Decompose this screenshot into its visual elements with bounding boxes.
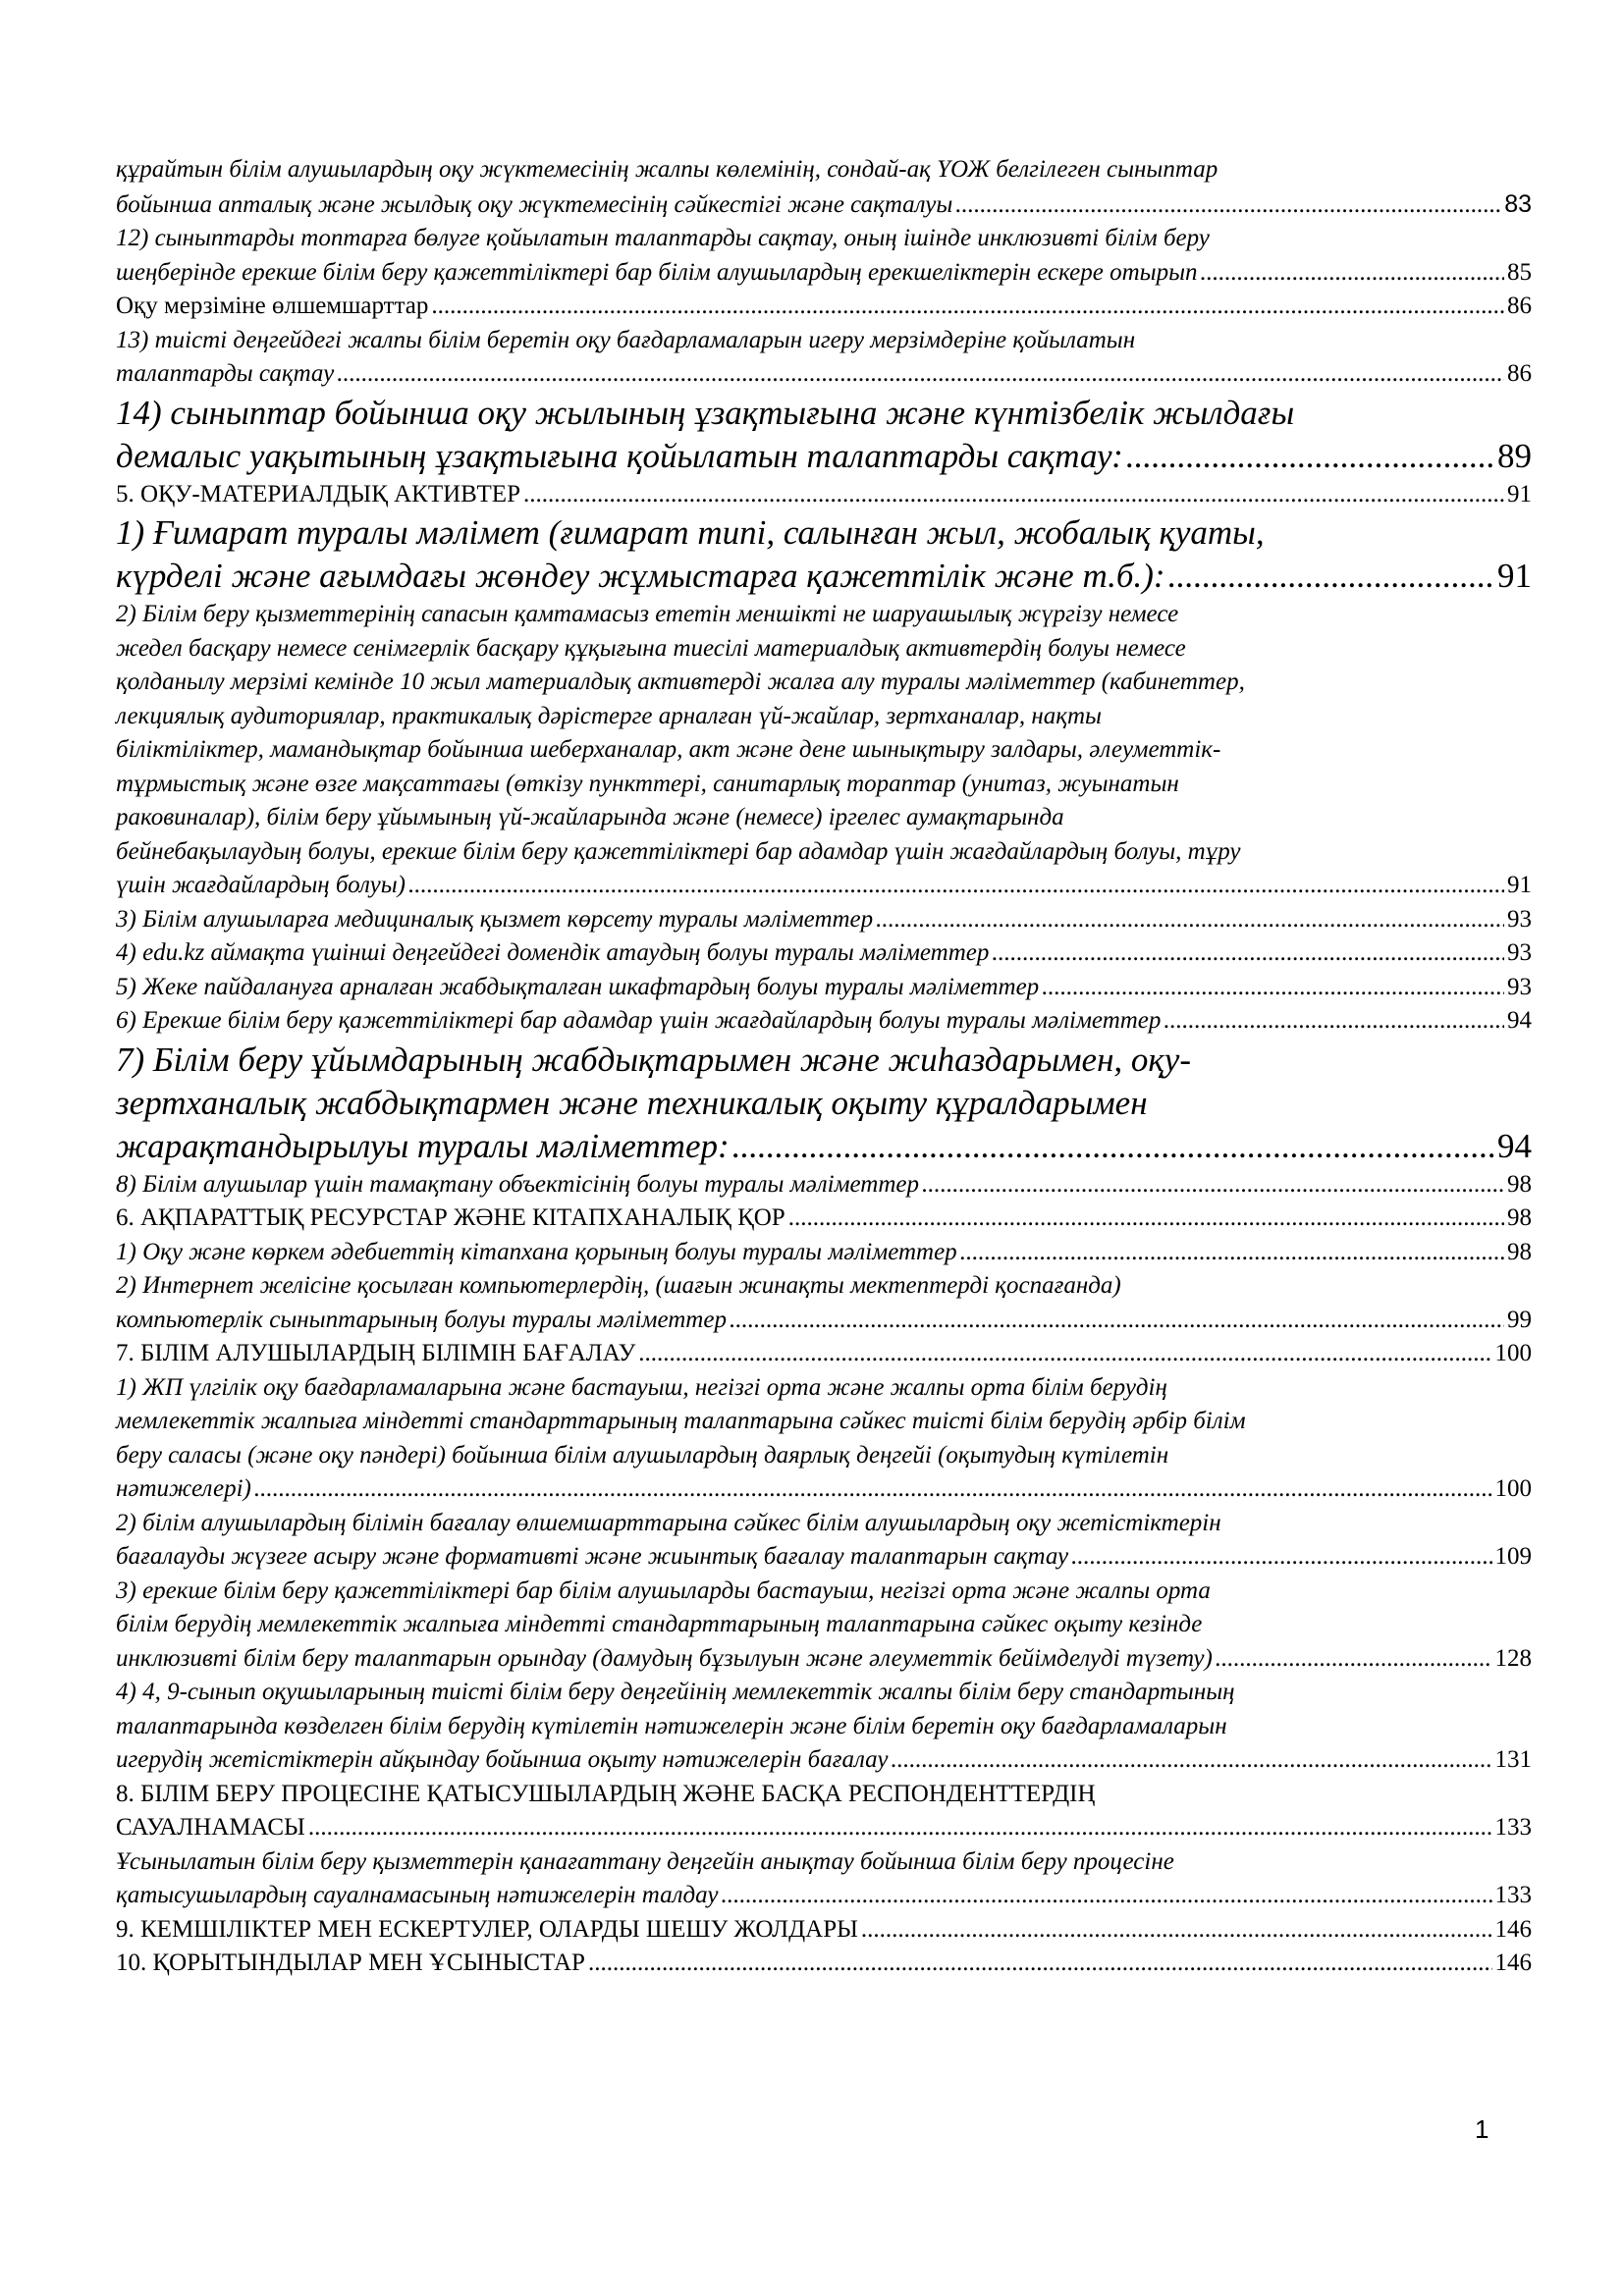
toc-entry[interactable] xyxy=(116,511,1532,598)
toc-entry-text: 5) Жеке пайдалануға арналған жабдықталған шкафтардың болуы туралы мәліметтер xyxy=(116,973,1040,1000)
toc-entry-text: Оқу мерзіміне өлшемшарттар xyxy=(116,293,429,319)
toc-entry-text: компьютерлік сыныптарының болуы туралы мәліметтер xyxy=(116,1306,727,1333)
toc-entry[interactable] xyxy=(116,598,1532,903)
toc-entry-text: мемлекеттік жалпыға міндетті стандарттарының талаптарына сәйкес тиісті білім берудің әрбір білім xyxy=(116,1408,1246,1434)
toc-entry[interactable] xyxy=(116,222,1532,290)
toc-leader-dots xyxy=(1042,971,1504,1005)
toc-entry[interactable] xyxy=(116,1337,1532,1371)
toc-entry-text: жарақтандырылуы туралы мәліметтер: xyxy=(116,1126,730,1165)
toc-entry-text: лекциялық аудиториялар, практикалық дәрістерге арналған үй-жайлар, зертханалар, нақты xyxy=(116,702,1102,729)
toc-entry[interactable] xyxy=(116,1269,1532,1337)
toc-entry-text: біліктіліктер, мамандықтар бойынша шеберханалар, акт және дене шынықтыру залдары, әлеуметтік- xyxy=(116,736,1221,763)
toc-entry-text: 6. АҚПАРАТТЫҚ РЕСУРСТАР ЖӘНЕ КІТАПХАНАЛЫҚ ҚОР xyxy=(116,1204,785,1231)
toc-entry-text: 2) Интернет желісіне қосылған компьютерлердің, (шағын жинақты мектептерді қоспағанда) xyxy=(116,1272,1121,1299)
toc-entry-text: 2) Білім беру қызметтерінің сапасын қамтамасыз ететін меншікті не шаруашылық жүргізу немесе xyxy=(116,601,1179,627)
toc-entry-text: 7. БІЛІМ АЛУШЫЛАРДЫҢ БІЛІМІН БАҒАЛАУ xyxy=(116,1340,636,1366)
toc-entry[interactable] xyxy=(116,1778,1532,1845)
toc-entry[interactable] xyxy=(116,478,1532,512)
toc-entry[interactable] xyxy=(116,1507,1532,1575)
toc-leader-dots xyxy=(1168,555,1494,598)
toc-entry-text: инклюзивті білім беру талаптарын орындау (дамудың бұзылуын және әлеуметтік бейімделуді түзету) xyxy=(116,1644,1213,1672)
toc-entry-text: бағалауды жүзеге асыру және формативті және жиынтық бағалау талаптарын сақтау xyxy=(116,1543,1069,1570)
toc-leader-dots xyxy=(588,1947,1492,1981)
toc-entry[interactable] xyxy=(116,1039,1532,1168)
toc-leader-dots xyxy=(337,357,1504,392)
toc-page-number: 133 xyxy=(1494,1814,1532,1841)
toc-leader-dots xyxy=(523,478,1504,512)
toc-entry-text: 6) Ерекше білім беру қажеттіліктері бар адамдар үшін жағдайлардың болуы туралы мәліметтер xyxy=(116,1007,1162,1034)
toc-leader-dots xyxy=(1164,1004,1504,1039)
toc-entry-text: зертханалық жабдықтармен және техникалық оқыту құралдарымен xyxy=(116,1083,1148,1122)
toc-leader-dots xyxy=(1216,1642,1492,1677)
toc-leader-dots xyxy=(1126,435,1494,478)
toc-leader-dots xyxy=(861,1913,1492,1948)
toc-entry-text: қатысушылардың сауалнамасының нәтижелерін талдау xyxy=(116,1882,719,1908)
toc-leader-dots xyxy=(891,1743,1491,1778)
toc-entry[interactable] xyxy=(116,324,1532,392)
toc-entry-text: бойынша апталық және жылдық оқу жүктемесінің сәйкестігі және сақталуы xyxy=(116,190,953,218)
toc-leader-dots xyxy=(788,1201,1504,1236)
page-number: 1 xyxy=(1475,2114,1489,2144)
toc-entry[interactable] xyxy=(116,1947,1532,1981)
toc-entry[interactable] xyxy=(116,1168,1532,1202)
toc-page-number: 89 xyxy=(1497,436,1532,475)
toc-leader-dots xyxy=(876,903,1504,937)
toc-entry[interactable] xyxy=(116,153,1532,222)
toc-page-number: 91 xyxy=(1507,480,1532,507)
toc-entry-text: шеңберінде ерекше білім беру қажеттіліктері бар білім алушылардың ерекшеліктерін ескере отырып xyxy=(116,258,1198,286)
toc-entry-text: 5. ОҚУ-МАТЕРИАЛДЫҚ АКТИВТЕР xyxy=(116,480,520,507)
toc-page-number: 146 xyxy=(1494,1915,1532,1943)
toc-page-number: 100 xyxy=(1494,1340,1532,1366)
toc-entry-text: құрайтын білім алушылардың оқу жүктемесінің жалпы көлемінің, сондай-ақ ҮОЖ белгілеген сыныптар xyxy=(116,156,1218,183)
toc-leader-dots xyxy=(960,1236,1504,1270)
toc-entry-text: қолданылу мерзімі кемінде 10 жыл материалдық активтерді жалға алу туралы мәліметтер (кабинеттер, xyxy=(116,668,1245,695)
toc-entry-text: 3) ерекше білім беру қажеттіліктері бар білім алушыларды бастауыш, негізгі орта және жалпы орта xyxy=(116,1576,1211,1604)
toc-entry-text: 8. БІЛІМ БЕРУ ПРОЦЕСІНЕ ҚАТЫСУШЫЛАРДЫҢ ЖӘНЕ БАСҚА РЕСПОНДЕНТТЕРДІҢ xyxy=(116,1780,1096,1807)
toc-page-number: 86 xyxy=(1507,293,1532,319)
toc-page-number: 93 xyxy=(1507,905,1532,933)
toc-entry[interactable] xyxy=(116,392,1532,478)
toc-page-number: 91 xyxy=(1497,557,1532,595)
toc-page-number: 98 xyxy=(1507,1204,1532,1231)
toc-entry-text: бейнебақылаудың болуы, ерекше білім беру қажеттіліктері бар адамдар үшін жағдайлардың болуы, тұру xyxy=(116,837,1241,865)
toc-leader-dots xyxy=(730,1304,1504,1338)
toc-leader-dots xyxy=(721,1879,1491,1913)
toc-entry[interactable] xyxy=(116,1845,1532,1913)
toc-entry-text: талаптарында көзделген білім берудің күтілетін нәтижелерін және білім беретін оқу бағдарламаларын xyxy=(116,1712,1227,1739)
toc-entry[interactable] xyxy=(116,936,1532,971)
toc-leader-dots xyxy=(922,1168,1504,1202)
toc-page-number: 99 xyxy=(1507,1306,1532,1333)
toc-entry-text: 8) Білім алушылар үшін тамақтану объектісінің болуы туралы мәліметтер xyxy=(116,1170,920,1198)
toc-page-number: 86 xyxy=(1507,360,1532,387)
toc-page-number: 146 xyxy=(1494,1949,1532,1976)
toc-entry-text: 9. КЕМШІЛІКТЕР МЕН ЕСКЕРТУЛЕР, ОЛАРДЫ ШЕШУ ЖОЛДАРЫ xyxy=(116,1915,858,1943)
toc-leader-dots xyxy=(431,290,1504,324)
toc-entry-text: нәтижелері) xyxy=(116,1475,251,1502)
toc-entry-text: беру саласы (және оқу пәндері) бойынша білім алушылардың даярлық деңгейі (оқытудың күтілетін xyxy=(116,1441,1169,1468)
toc-page-number: 128 xyxy=(1494,1644,1532,1672)
toc-page-number: 133 xyxy=(1494,1882,1532,1908)
toc-leader-dots xyxy=(955,188,1501,223)
toc-page-number: 94 xyxy=(1497,1126,1532,1165)
table-of-contents xyxy=(116,153,1532,1981)
toc-page-number: 93 xyxy=(1507,973,1532,1000)
toc-entry-text: 4) edu.kz аймақта үшінші деңгейдегі домендік атаудың болуы туралы мәліметтер xyxy=(116,939,990,966)
toc-page-number: 91 xyxy=(1507,872,1532,898)
toc-entry-text: 4) 4, 9-сынып оқушыларының тиісті білім беру деңгейінің мемлекеттік жалпы білім беру стандартының xyxy=(116,1679,1235,1705)
toc-page-number: 100 xyxy=(1494,1475,1532,1502)
toc-page-number: 109 xyxy=(1494,1543,1532,1570)
toc-leader-dots xyxy=(992,936,1504,971)
toc-entry-text: демалыс уақытының ұзақтығына қойылатын талаптарды сақтау: xyxy=(116,436,1123,475)
toc-page-number: 98 xyxy=(1507,1170,1532,1198)
toc-page-number: 85 xyxy=(1507,258,1532,286)
toc-page-number: 131 xyxy=(1494,1746,1532,1773)
toc-entry-text: 1) ЖП үлгілік оқу бағдарламаларына және бастауыш, негізгі орта және жалпы орта білім берудің xyxy=(116,1373,1167,1401)
toc-page-number: 83 xyxy=(1504,189,1532,218)
toc-entry[interactable] xyxy=(116,1575,1532,1677)
toc-entry[interactable] xyxy=(116,1913,1532,1948)
toc-entry[interactable] xyxy=(116,903,1532,937)
toc-entry-text: 1) Оқу және көркем әдебиеттің кітапхана қорының болуы туралы мәліметтер xyxy=(116,1238,957,1265)
toc-page-number: 93 xyxy=(1507,939,1532,966)
toc-entry-text: Ұсынылатын білім беру қызметтерін қанағаттану деңгейін анықтау бойынша білім беру процесіне xyxy=(116,1847,1174,1875)
toc-leader-dots xyxy=(732,1125,1494,1168)
toc-entry-text: игерудің жетістіктерін айқындау бойынша оқыту нәтижелерін бағалау xyxy=(116,1746,889,1773)
toc-leader-dots xyxy=(638,1337,1491,1371)
toc-entry-text: тұрмыстық және өзге мақсаттағы (өткізу пункттері, санитарлық тораптар (унитаз, жуынатын xyxy=(116,770,1179,797)
toc-entry-text: 14) сыныптар бойынша оқу жылының ұзақтығына және күнтізбелік жылдағы xyxy=(116,393,1295,432)
toc-entry-text: 7) Білім беру ұйымдарының жабдықтарымен және жиһаздарымен, оқу- xyxy=(116,1040,1191,1079)
toc-leader-dots xyxy=(408,869,1504,903)
toc-entry-text: үшін жағдайлардың болуы) xyxy=(116,872,406,898)
toc-entry[interactable] xyxy=(116,290,1532,324)
toc-entry-text: талаптарды сақтау xyxy=(116,360,335,387)
toc-entry-text: күрделі және ағымдағы жөндеу жұмыстарға қажеттілік және т.б.): xyxy=(116,557,1165,595)
toc-entry-text: білім берудің мемлекеттік жалпыға міндетті стандарттарының талаптарына сәйкес оқыту кезінде xyxy=(116,1611,1203,1637)
toc-entry[interactable] xyxy=(116,971,1532,1005)
toc-leader-dots xyxy=(254,1472,1492,1507)
toc-entry-text: 12) сыныптарды топтарға бөлуге қойылатын талаптарды сақтау, оның ішінде инклюзивті білім беру xyxy=(116,225,1210,251)
toc-entry-text: 2) білім алушылардың білімін бағалау өлшемшарттарына сәйкес білім алушылардың оқу жетістіктерін xyxy=(116,1509,1221,1536)
toc-entry-text: жедел басқару немесе сенімгерлік басқару құқығына тиесілі материалдық активтердің болуы немесе xyxy=(116,634,1186,662)
toc-entry[interactable] xyxy=(116,1676,1532,1778)
toc-leader-dots xyxy=(308,1811,1492,1845)
toc-entry[interactable] xyxy=(116,1004,1532,1039)
toc-page-number: 94 xyxy=(1507,1007,1532,1034)
toc-entry-text: 1) Ғимарат туралы мәлімет (ғимарат типі, салынған жыл, жобалық қуаты, xyxy=(116,513,1265,552)
toc-leader-dots xyxy=(1071,1540,1491,1575)
toc-entry-text: 3) Білім алушыларға медициналық қызмет көрсету туралы мәліметтер xyxy=(116,905,874,933)
toc-leader-dots xyxy=(1201,256,1504,291)
toc-entry[interactable] xyxy=(116,1201,1532,1236)
toc-entry[interactable] xyxy=(116,1236,1532,1270)
toc-entry-text: раковиналар), білім беру ұйымының үй-жайларында және (немесе) іргелес аумақтарында xyxy=(116,804,1064,830)
toc-page-number: 98 xyxy=(1507,1238,1532,1265)
toc-entry-text: 13) тиісті деңгейдегі жалпы білім беретін оқу бағдарламаларын игеру мерзімдеріне қойылатын xyxy=(116,326,1136,353)
toc-entry[interactable] xyxy=(116,1371,1532,1507)
toc-entry-text: 10. ҚОРЫТЫНДЫЛАР МЕН ҰСЫНЫСТАР xyxy=(116,1949,585,1976)
toc-entry-text: САУАЛНАМАСЫ xyxy=(116,1814,305,1841)
